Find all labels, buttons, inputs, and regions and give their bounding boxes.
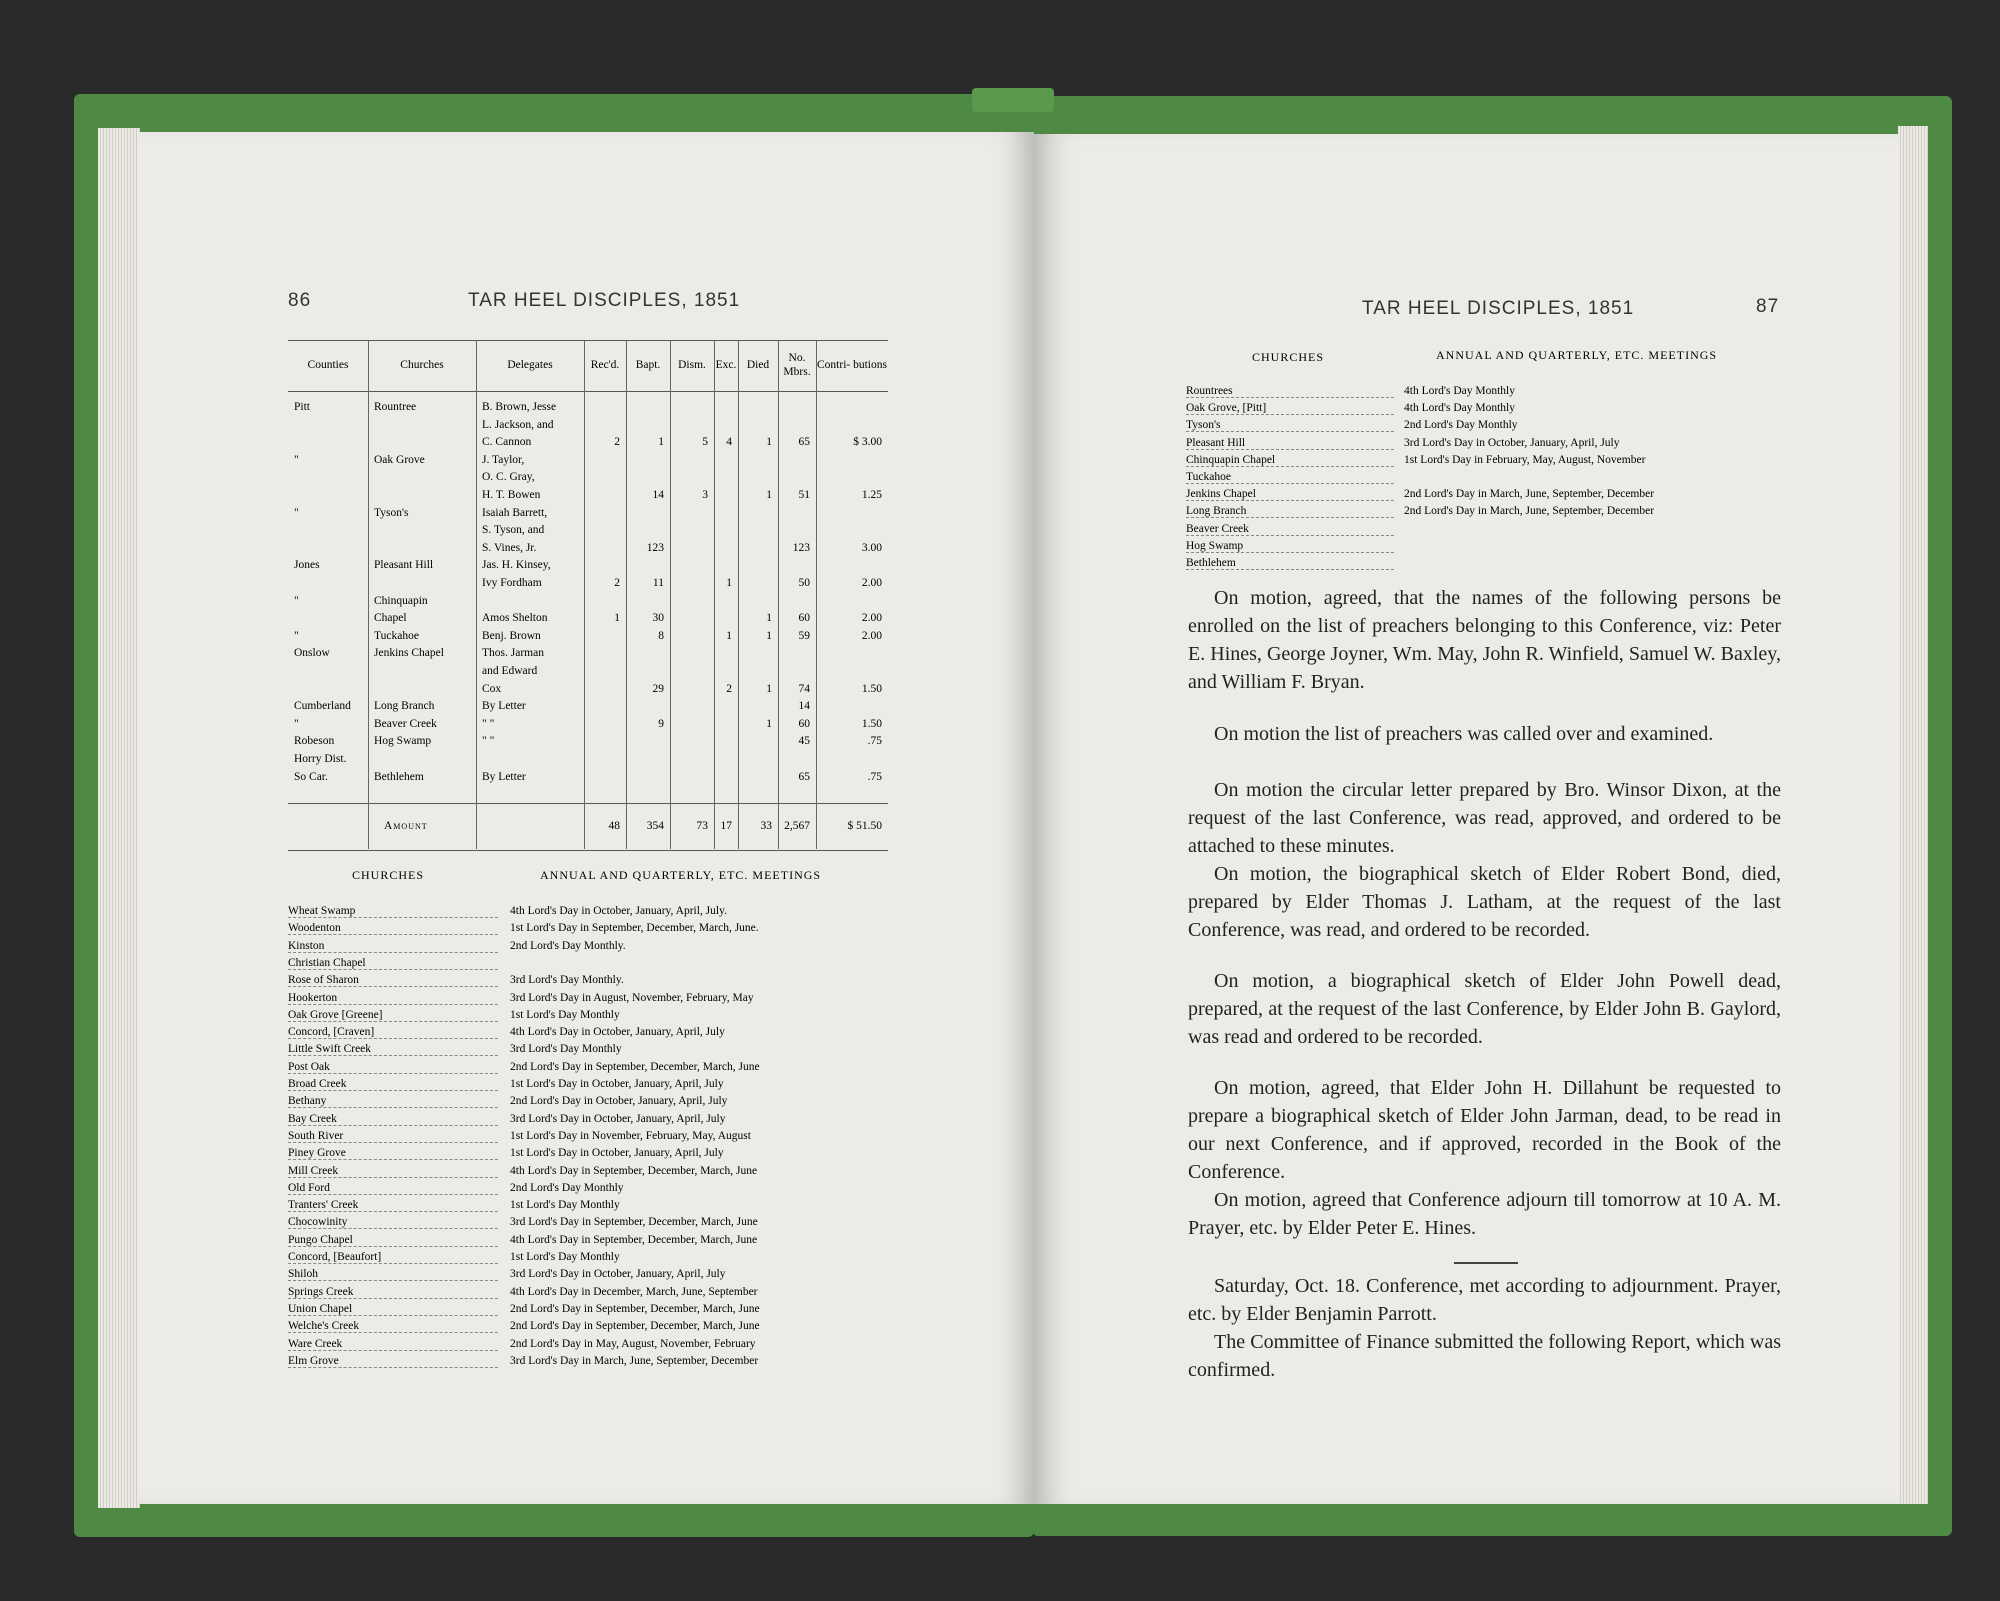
paragraph-list-examined: On motion the list of preachers was called over and examined.	[1214, 723, 1714, 745]
table-column-rule	[368, 341, 369, 849]
table-cell-died: 1	[766, 612, 772, 625]
table-header-cell: Churches	[400, 359, 444, 371]
table-cell-church: Jenkins Chapel	[374, 647, 444, 660]
table-column-rule	[738, 341, 739, 849]
table-cell-delegates: Jas. H. Kinsey,	[482, 559, 551, 572]
schedule-church: Welche's Creek	[288, 1319, 498, 1333]
table-total-died: 33	[760, 820, 772, 832]
book-spine	[972, 88, 1054, 112]
schedule-church: Little Swift Creek	[288, 1042, 498, 1056]
table-cell-delegates: L. Jackson, and	[482, 418, 554, 431]
table-cell-exc: 2	[726, 682, 732, 695]
table-cell-church: Long Branch	[374, 700, 435, 713]
table-header-cell: Contri- butions	[817, 359, 887, 371]
table-cell-mbrs: 60	[798, 717, 810, 730]
table-total-exc: 17	[720, 820, 732, 832]
table-cell-church: Bethlehem	[374, 770, 424, 783]
schedule-church: Tuckahoe	[1186, 470, 1394, 484]
table-cell-delegates: Isaiah Barrett,	[482, 506, 548, 519]
schedule-church: Christian Chapel	[288, 956, 498, 970]
table-cell-delegates: O. C. Gray,	[482, 471, 535, 484]
page-edges-left	[98, 128, 140, 1508]
table-cell-bapt: 30	[652, 612, 664, 625]
table-cell-county: Horry Dist.	[294, 753, 347, 765]
table-header-cell: Counties	[307, 359, 349, 371]
table-cell-delegates: and Edward	[482, 665, 538, 677]
table-cell-contrib: .75	[867, 770, 882, 783]
schedule-meeting: 3rd Lord's Day in March, June, September, December	[510, 1354, 759, 1367]
table-cell-bapt: 29	[652, 682, 664, 695]
schedule-church: Union Chapel	[288, 1302, 498, 1316]
schedule-church: Oak Grove [Greene]	[288, 1008, 498, 1022]
schedule-meeting: 1st Lord's Day in October, January, April, July	[510, 1078, 724, 1090]
table-header-cell: Exc.	[715, 359, 737, 371]
table-cell-delegates: B. Brown, Jesse	[482, 401, 557, 413]
table-cell-contrib: .75	[867, 735, 882, 748]
table-column-rule	[626, 341, 627, 849]
table-cell-county: "	[294, 717, 299, 730]
schedule-church: Concord, [Beaufort]	[288, 1250, 498, 1264]
table-cell-church: Tyson's	[374, 506, 409, 519]
schedule-church: Piney Grove	[288, 1146, 498, 1160]
table-cell-county: So Car.	[294, 770, 328, 783]
schedule-meeting: 3rd Lord's Day Monthly.	[510, 974, 624, 987]
table-total-label: Amount	[384, 820, 428, 832]
schedule-church: Chocowinity	[288, 1215, 498, 1229]
schedule-church: Bay Creek	[288, 1112, 498, 1126]
section-divider	[1454, 1262, 1518, 1264]
schedule-church: Shiloh	[288, 1267, 498, 1281]
table-cell-church: Rountree	[374, 401, 417, 413]
left-running-head: TAR HEEL DISCIPLES, 1851	[468, 290, 741, 311]
table-total-recd: 48	[608, 820, 620, 832]
table-header-cell: Dism.	[678, 359, 706, 371]
table-header-cell: Delegates	[507, 359, 553, 371]
schedule-meeting: 1st Lord's Day in September, December, March, June.	[510, 922, 759, 935]
table-cell-delegates: By Letter	[482, 700, 526, 713]
table-cell-delegates: S. Tyson, and	[482, 524, 545, 537]
left-schedule-churches-heading: CHURCHES	[352, 868, 425, 882]
schedule-church: Concord, [Craven]	[288, 1025, 498, 1039]
table-cell-died: 1	[766, 489, 772, 501]
schedule-meeting: 3rd Lord's Day in October, January, April, July	[1404, 436, 1620, 449]
table-header-cell: Bapt.	[635, 359, 661, 371]
table-cell-contrib: 1.50	[861, 682, 882, 695]
schedule-meeting: 1st Lord's Day Monthly	[510, 1199, 620, 1212]
schedule-church: Pungo Chapel	[288, 1233, 498, 1247]
table-header-cell: Rec'd.	[590, 359, 620, 371]
schedule-church: Tyson's	[1186, 418, 1394, 432]
table-cell-county: "	[294, 629, 299, 642]
schedule-church: Rose of Sharon	[288, 973, 498, 987]
schedule-meeting: 4th Lord's Day in October, January, April, July.	[510, 905, 727, 917]
schedule-church: Beaver Creek	[1186, 522, 1394, 536]
table-cell-county: "	[294, 506, 299, 519]
schedule-meeting: 2nd Lord's Day in September, December, March, June	[510, 1060, 760, 1073]
table-header-cell: No. Mbrs.	[783, 352, 811, 378]
table-total-bapt: 354	[646, 820, 664, 832]
schedule-meeting: 1st Lord's Day in October, January, April, July	[510, 1147, 724, 1160]
table-cell-bapt: 8	[658, 629, 664, 642]
table-cell-delegates: Cox	[482, 682, 502, 695]
table-cell-mbrs: 65	[798, 436, 810, 449]
right-running-head: TAR HEEL DISCIPLES, 1851	[1362, 298, 1635, 319]
table-cell-contrib: 2.00	[861, 612, 882, 625]
table-cell-dism: 5	[702, 436, 708, 449]
table-cell-exc: 4	[726, 436, 732, 449]
table-cell-mbrs: 59	[798, 629, 810, 642]
schedule-church: Old Ford	[288, 1181, 498, 1195]
right-page-number: 87	[1756, 296, 1780, 317]
schedule-meeting: 2nd Lord's Day in May, August, November, February	[510, 1337, 756, 1350]
table-cell-mbrs: 14	[798, 700, 810, 713]
table-cell-delegates: Ivy Fordham	[482, 577, 542, 589]
table-total-contrib: $ 51.50	[847, 820, 882, 832]
left-schedule-meetings-heading: ANNUAL AND QUARTERLY, ETC. MEETINGS	[540, 868, 822, 882]
paragraph-jarman-sketch: On motion, agreed, that Elder John H. Dillahunt be requested to prepare a biographical sketch of Elder John Jarman, dead, to be read in our next Conference, and if approved, recorded in the Book of the Conference.	[1188, 1077, 1781, 1183]
schedule-meeting: 2nd Lord's Day Monthly.	[510, 939, 626, 952]
paragraph-finance-report: The Committee of Finance submitted the following Report, which was confirmed.	[1188, 1331, 1781, 1381]
table-cell-mbrs: 74	[798, 682, 810, 695]
right-schedule-meetings-heading: ANNUAL AND QUARTERLY, ETC. MEETINGS	[1436, 348, 1718, 362]
schedule-church: Pleasant Hill	[1186, 436, 1394, 450]
table-cell-recd: 1	[614, 612, 620, 625]
schedule-meeting: 4th Lord's Day in September, December, March, June	[510, 1164, 758, 1177]
table-cell-mbrs: 65	[798, 770, 810, 783]
table-cell-contrib: 2.00	[861, 629, 882, 642]
table-cell-recd: 2	[614, 436, 620, 449]
table-cell-church: Tuckahoe	[374, 629, 419, 642]
schedule-church: Elm Grove	[288, 1354, 498, 1368]
paragraph-adjourn: On motion, agreed that Conference adjourn till tomorrow at 10 A. M. Prayer, etc. by Elder Peter E. Hines.	[1188, 1189, 1781, 1239]
table-cell-recd: 2	[614, 577, 620, 589]
table-cell-died: 1	[766, 682, 772, 695]
schedule-church: Rountrees	[1186, 384, 1394, 398]
schedule-meeting: 3rd Lord's Day in September, December, March, June	[510, 1216, 758, 1229]
table-cell-delegates: Amos Shelton	[482, 612, 548, 625]
table-cell-county: Jones	[294, 559, 320, 572]
table-column-rule	[714, 341, 715, 849]
table-cell-delegates: Benj. Brown	[482, 629, 541, 642]
table-cell-delegates: C. Cannon	[482, 436, 532, 449]
right-schedule-churches-heading: CHURCHES	[1252, 350, 1325, 364]
table-cell-exc: 1	[726, 629, 732, 642]
schedule-meeting: 3rd Lord's Day Monthly	[510, 1043, 622, 1056]
table-cell-mbrs: 51	[798, 489, 810, 501]
schedule-church: Bethlehem	[1186, 556, 1394, 570]
table-total-mbrs: 2,567	[784, 820, 810, 832]
schedule-meeting: 4th Lord's Day in September, December, March, June	[510, 1233, 758, 1246]
schedule-meeting: 2nd Lord's Day in September, December, March, June	[510, 1302, 760, 1315]
table-cell-bapt: 1	[658, 436, 664, 449]
schedule-church: Hog Swamp	[1186, 539, 1394, 553]
table-cell-church: Oak Grove	[374, 453, 425, 466]
paragraph-circular-letter: On motion the circular letter prepared by Bro. Winsor Dixon, at the request of the last Conference, was read, approved, and ordered to be attached to these minutes.	[1188, 779, 1781, 857]
table-cell-contrib: 1.25	[861, 489, 882, 501]
schedule-church: South River	[288, 1129, 498, 1143]
table-cell-died: 1	[766, 717, 772, 730]
table-cell-contrib: 1.50	[861, 717, 882, 730]
page-edges-right	[1898, 126, 1928, 1504]
table-cell-delegates: J. Taylor,	[482, 453, 525, 466]
table-cell-delegates: By Letter	[482, 770, 526, 783]
table-cell-bapt: 9	[658, 717, 664, 730]
statistics-table	[288, 340, 888, 849]
table-column-rule	[584, 341, 585, 849]
schedule-meeting: 1st Lord's Day Monthly	[510, 1008, 620, 1021]
table-cell-exc: 1	[726, 577, 732, 589]
table-cell-mbrs: 45	[798, 735, 810, 748]
table-column-rule	[476, 341, 477, 849]
schedule-church: Post Oak	[288, 1060, 498, 1074]
schedule-church: Broad Creek	[288, 1077, 498, 1091]
table-cell-county: Robeson	[294, 735, 335, 748]
schedule-meeting: 2nd Lord's Day Monthly	[1404, 419, 1518, 432]
schedule-church: Chinquapin Chapel	[1186, 453, 1394, 467]
table-cell-mbrs: 50	[798, 577, 810, 589]
schedule-meeting: 4th Lord's Day Monthly	[1404, 402, 1515, 415]
paragraph-preachers-enrolled: On motion, agreed, that the names of the following persons be enrolled on the list of preachers belonging to this Conference, viz: Peter E. Hines, George Joyner, Wm. May, John R. Winfield, Samuel W. Baxley, and William F. Bryan.	[1188, 587, 1781, 693]
table-cell-church: Pleasant Hill	[374, 559, 434, 572]
schedule-meeting: 2nd Lord's Day in September, December, March, June	[510, 1320, 760, 1333]
schedule-meeting: 2nd Lord's Day in October, January, April, July	[510, 1095, 728, 1108]
schedule-meeting: 1st Lord's Day in November, February, May, August	[510, 1129, 751, 1142]
table-cell-church: Chapel	[374, 612, 407, 625]
table-cell-delegates: Thos. Jarman	[482, 647, 544, 660]
table-cell-county: Onslow	[294, 647, 330, 660]
table-total-dism: 73	[696, 820, 708, 832]
schedule-meeting: 4th Lord's Day in October, January, April, July	[510, 1026, 725, 1039]
table-cell-contrib: 3.00	[861, 541, 882, 554]
schedule-meeting: 1st Lord's Day in February, May, August, November	[1404, 453, 1646, 466]
table-cell-died: 1	[766, 629, 772, 642]
schedule-church: Mill Creek	[288, 1164, 498, 1178]
table-cell-died: 1	[766, 436, 772, 449]
schedule-church: Jenkins Chapel	[1186, 487, 1394, 501]
paragraph-saturday: Saturday, Oct. 18. Conference, met according to adjournment. Prayer, etc. by Elder Benjamin Parrott.	[1188, 1275, 1781, 1325]
table-cell-church: Hog Swamp	[374, 735, 432, 748]
table-cell-bapt: 14	[652, 489, 664, 501]
schedule-church: Hookerton	[288, 991, 498, 1005]
schedule-meeting: 2nd Lord's Day in March, June, September, December	[1404, 488, 1655, 501]
table-cell-county: Cumberland	[294, 700, 351, 713]
table-cell-county: "	[294, 453, 299, 466]
paragraph-powell-sketch: On motion, a biographical sketch of Elder John Powell dead, prepared, at the request of the last Conference, by Elder John B. Gaylord, was read and ordered to be recorded.	[1188, 970, 1781, 1048]
table-column-rule	[778, 341, 779, 849]
table-cell-delegates: H. T. Bowen	[482, 489, 541, 501]
table-cell-bapt: 11	[652, 577, 664, 589]
schedule-church: Ware Creek	[288, 1337, 498, 1351]
table-cell-delegates: " "	[482, 735, 495, 748]
table-cell-mbrs: 123	[792, 541, 810, 554]
schedule-church: Bethany	[288, 1094, 498, 1108]
table-cell-county: Pitt	[294, 401, 310, 413]
table-column-rule	[816, 341, 817, 849]
schedule-church: Long Branch	[1186, 504, 1394, 518]
table-cell-contrib: 2.00	[861, 577, 882, 589]
table-cell-delegates: S. Vines, Jr.	[482, 541, 537, 554]
schedule-meeting: 3rd Lord's Day in October, January, April, July	[510, 1112, 726, 1125]
table-cell-mbrs: 60	[798, 612, 810, 625]
schedule-meeting: 4th Lord's Day in December, March, June, September	[510, 1285, 758, 1298]
schedule-meeting: 3rd Lord's Day in October, January, April, July	[510, 1268, 726, 1281]
table-column-rule	[670, 341, 671, 849]
schedule-meeting: 2nd Lord's Day Monthly	[510, 1181, 624, 1194]
schedule-meeting: 1st Lord's Day Monthly	[510, 1251, 620, 1263]
table-cell-church: Chinquapin	[374, 594, 428, 607]
table-cell-contrib: $ 3.00	[853, 436, 882, 449]
table-cell-bapt: 123	[646, 541, 664, 554]
paragraph-bond-sketch: On motion, the biographical sketch of Elder Robert Bond, died, prepared by Elder Thomas J. Latham, at the request of the last Conference, was read, and ordered to be recorded.	[1188, 863, 1781, 941]
table-cell-church: Beaver Creek	[374, 717, 437, 730]
schedule-church: Wheat Swamp	[288, 904, 498, 918]
left-page-number: 86	[288, 290, 312, 311]
schedule-meeting: 2nd Lord's Day in March, June, September, December	[1404, 505, 1655, 518]
schedule-meeting: 4th Lord's Day Monthly	[1404, 385, 1515, 397]
schedule-church: Oak Grove, [Pitt]	[1186, 401, 1394, 415]
table-header-cell: Died	[746, 359, 770, 371]
schedule-meeting: 3rd Lord's Day in August, November, February, May	[510, 991, 754, 1004]
table-cell-dism: 3	[702, 489, 708, 501]
table-cell-delegates: " "	[482, 717, 495, 730]
schedule-church: Tranters' Creek	[288, 1198, 498, 1212]
schedule-church: Springs Creek	[288, 1285, 498, 1299]
table-cell-county: "	[294, 594, 299, 607]
schedule-church: Woodenton	[288, 921, 498, 935]
schedule-church: Kinston	[288, 939, 498, 953]
